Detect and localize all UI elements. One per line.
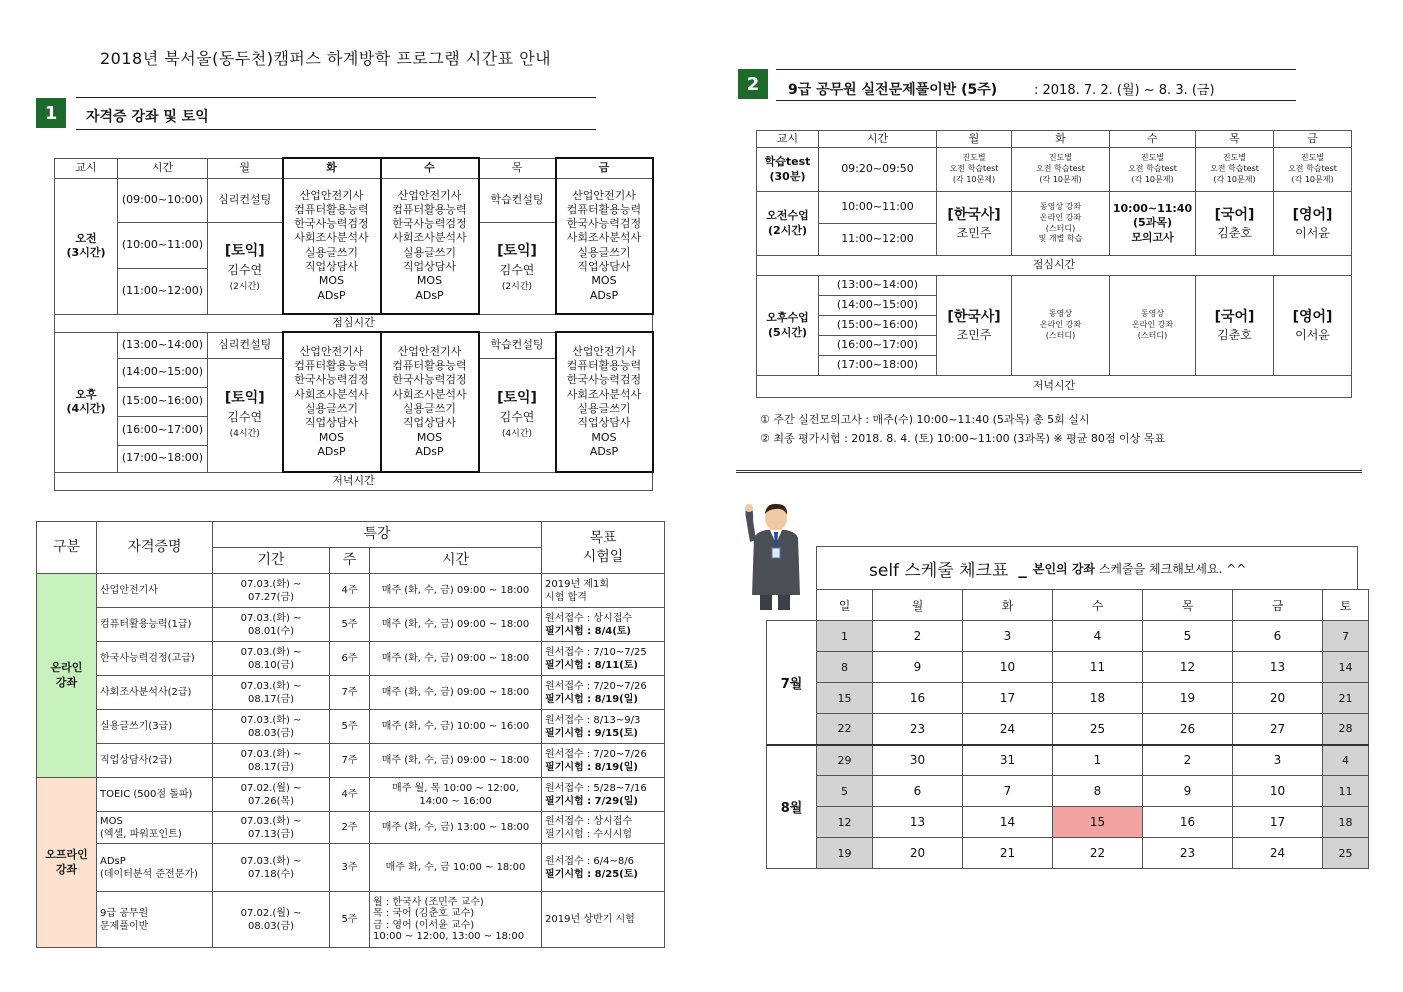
calendar-day[interactable]: 9 [1143,776,1233,807]
offline-category: 오프라인 강좌 [37,778,97,948]
cert-time: 매주 (화, 수, 금) 10:00 ~ 16:00 [370,710,542,744]
time-cell: (14:00~15:00) [118,358,208,387]
cert-time: 매주 화, 수, 금 10:00 ~ 18:00 [370,844,542,892]
cert-time: 매주 (화, 수, 금) 13:00 ~ 18:00 [370,812,542,844]
calendar-day[interactable]: 4 [1323,745,1369,776]
toeic-cell-thu-pm [479,358,556,472]
am-period-label: 오전 (3시간) [55,178,118,314]
note-2: ② 최종 평가시험 : 2018. 8. 4. (토) 10:00~11:00 (3과목) ※ 평균 80점 이상 목표 [760,432,1166,445]
calendar-day[interactable]: 5 [1143,621,1233,652]
time-cell: (09:00~10:00) [118,178,208,222]
pm-class-label: 오후수업 (5시간) [757,276,819,376]
cert-list-fri: 산업안전기사 컴퓨터활용능력 한국사능력검정 사회조사분석사 실용글쓰기 직업상담사 MOS ADsP [556,178,653,314]
time-cell: (14:00~15:00) [819,296,937,316]
teacher-name: 조민주 [956,225,992,240]
english-cell-pm [1274,276,1352,376]
calendar-day[interactable]: 7 [1323,621,1369,652]
target-line-2: 필기시험 : 8/19(일) [545,693,638,705]
toeic-hours: (2시간) [229,282,260,293]
time-cell: (15:00~16:00) [118,387,208,416]
calendar-day[interactable]: 7 [963,776,1053,807]
calendar-day[interactable]: 28 [1323,714,1369,745]
cert-weeks: 6주 [330,642,370,676]
dinner-row: 저녁시간 [757,376,1352,398]
section-2-number: 2 [738,69,768,99]
target-line-1: 원서접수 : 7/10~7/25 [545,646,647,658]
calendar-day[interactable]: 23 [1143,838,1233,869]
cert-list-tue: 산업안전기사 컴퓨터활용능력 한국사능력검정 사회조사분석사 실용글쓰기 직업상담사 MOS ADsP [283,178,381,314]
calendar-week-row [767,621,1369,652]
cert-target [542,676,665,710]
header-cell: 금 [1274,131,1352,148]
header-cell: 교시 [55,158,118,178]
lunch-row: 점심시간 [757,256,1352,276]
calendar-week-row [767,745,1369,776]
cert-weeks: 7주 [330,676,370,710]
cert-name: 사회조사분석사(2급) [97,676,213,710]
header-cert: 자격증명 [97,522,213,574]
korean-cell [1196,192,1274,256]
time-cell: 10:00~11:00 [819,192,937,224]
calendar-day[interactable]: 22 [817,714,873,745]
calendar-week-row [767,683,1369,714]
subject-label: [영어] [1292,206,1333,223]
section-1-number: 1 [36,98,66,128]
header-cell: 월 [937,131,1012,148]
calendar-day[interactable]: 20 [1233,683,1323,714]
calendar-day[interactable]: 21 [963,838,1053,869]
calendar-day[interactable]: 5 [817,776,873,807]
header-period: 기간 [213,548,330,574]
weekday-header: 수 [1053,590,1143,621]
header-cell: 교시 [757,131,819,148]
cert-period: 07.03.(화) ~ 08.01(수) [213,608,330,642]
subject-label: [국어] [1214,206,1255,223]
target-line-1: 원서접수 : 7/20~7/26 [545,748,647,760]
calendar-day[interactable]: 3 [963,621,1053,652]
cert-time: 매주 (화, 수, 금) 09:00 ~ 18:00 [370,574,542,608]
weekday-header: 목 [1143,590,1233,621]
section-2-title: 9급 공무원 실전문제풀이반 (5주) [788,82,998,98]
header-category: 구분 [37,522,97,574]
subtitle-bold: 본인의 강좌 [1032,562,1096,576]
cert-target: 2019년 상반기 시험 [542,892,665,948]
calendar-day[interactable]: 2 [1143,745,1233,776]
cert-period: 07.03.(화) ~ 07.27(금) [213,574,330,608]
target-line-1: 원서접수 : 7/20~7/26 [545,680,647,692]
header-cell: 화 [283,158,381,178]
cert-period: 07.03.(화) ~ 07.13(금) [213,812,330,844]
history-cell [937,192,1012,256]
calendar-day[interactable]: 12 [817,807,873,838]
toeic-teacher: 김수연 [227,410,263,425]
calendar-day[interactable]: 13 [1233,652,1323,683]
calendar-day[interactable]: 1 [817,621,873,652]
toeic-cell-mon [208,222,283,314]
cert-target [542,574,665,608]
cert-name: 직업상담사(2급) [97,744,213,778]
header-special: 특강 [213,522,542,548]
toeic-hours: (4시간) [501,429,533,440]
calendar-day[interactable]: 25 [1053,714,1143,745]
cert-period: 07.03.(화) ~ 08.17(금) [213,676,330,710]
calendar-week-row [767,652,1369,683]
weekday-header: 토 [1323,590,1369,621]
header-cell: 목 [479,158,556,178]
header-cell: 월 [208,158,283,178]
weekday-header: 금 [1233,590,1323,621]
cert-time: 매주 월, 목 10:00 ~ 12:00, 14:00 ~ 16:00 [370,778,542,812]
calendar-day[interactable]: 23 [873,714,963,745]
time-cell: (17:00~18:00) [118,445,208,472]
calendar-day[interactable]: 8 [817,652,873,683]
time-cell: 11:00~12:00 [819,224,937,256]
calendar-day[interactable]: 11 [1053,652,1143,683]
cert-target [542,608,665,642]
section-1-title: 자격증 강좌 및 토익 [86,109,209,125]
video-cell-pm: 동영상 온라인 강좌 (스터디) [1110,276,1196,376]
calendar-day[interactable]: 27 [1233,714,1323,745]
test-cell: 진도별 오전 학습test (각 10문제) [937,148,1012,192]
cert-list-tue-pm: 산업안전기사 컴퓨터활용능력 한국사능력검정 사회조사분석사 실용글쓰기 직업상담사 MOS ADsP [283,332,381,472]
history-cell-pm [937,276,1012,376]
calendar-day[interactable]: 19 [817,838,873,869]
cert-name: 컴퓨터활용능력(1급) [97,608,213,642]
calendar-day[interactable]: 19 [1143,683,1233,714]
am-class-label: 오전수업 (2시간) [757,192,819,256]
calendar-title-dash: _ [1018,558,1027,579]
cert-target [542,812,665,844]
page-title: 2018년 북서울(동두천)캠퍼스 하계방학 프로그램 시간표 안내 [100,49,552,68]
toeic-hours: (4시간) [229,429,260,440]
counsel-cell: 학습컨설팅 [479,332,556,358]
cert-name: 9급 공무원 문제풀이반 [97,892,213,948]
video-cell-pm: 동영상 온라인 강좌 (스터디) [1012,276,1110,376]
calendar-day[interactable]: 14 [963,807,1053,838]
cert-name: ADsP (데이터분석 준전문가) [97,844,213,892]
schedule-table-2 [756,130,1352,398]
test-cell: 진도별 오전 학습test (각 10문제) [1274,148,1352,192]
teacher-name: 이서윤 [1295,327,1330,342]
cert-period: 07.03.(화) ~ 07.18(수) [213,844,330,892]
cert-weeks: 5주 [330,892,370,948]
cert-target [542,710,665,744]
test-cell: 진도별 오전 학습test (각 10문제) [1012,148,1110,192]
target-line-1: 2019년 제1회 [545,578,610,590]
cert-time: 매주 (화, 수, 금) 09:00 ~ 18:00 [370,744,542,778]
target-line-2: 필기시험 : 7/29(일) [545,795,638,807]
calendar-day[interactable]: 9 [873,652,963,683]
cert-period: 07.03.(화) ~ 08.17(금) [213,744,330,778]
header-cell: 화 [1012,131,1110,148]
cert-name: 산업안전기사 [97,574,213,608]
calendar-header [816,546,1358,590]
subject-label: [영어] [1292,308,1333,325]
target-line-1: 원서접수 : 5/28~7/16 [545,782,647,794]
calendar-day[interactable]: 16 [1143,807,1233,838]
title-rule [76,97,596,98]
subtitle-text: 스케줄을 체크해보세요. ^^ [1098,562,1247,576]
section-2-rule-top [776,69,1296,70]
target-line-2: 필기시험 : 9/15(토) [545,727,638,739]
subject-label: [한국사] [947,308,1001,325]
cert-weeks: 3주 [330,844,370,892]
calendar-day[interactable]: 8 [1053,776,1143,807]
korean-cell-pm [1196,276,1274,376]
cert-list-wed-pm: 산업안전기사 컴퓨터활용능력 한국사능력검정 사회조사분석사 실용글쓰기 직업상담사 MOS ADsP [381,332,479,472]
cert-weeks: 7주 [330,744,370,778]
section-2-dates: : 2018. 7. 2. (월) ~ 8. 3. (금) [1034,83,1215,98]
calendar-day[interactable]: 21 [1323,683,1369,714]
test-cell: 진도별 오전 학습test (각 10문제) [1110,148,1196,192]
cert-weeks: 4주 [330,778,370,812]
cert-name: 실용글쓰기(3급) [97,710,213,744]
calendar-day[interactable]: 11 [1323,776,1369,807]
header-cell: 수 [1110,131,1196,148]
calendar-week-row [767,776,1369,807]
calendar-day[interactable]: 10 [963,652,1053,683]
toeic-label: [토익] [497,243,537,260]
weekday-header: 일 [817,590,873,621]
calendar-day[interactable]: 24 [1233,838,1323,869]
calendar-subtitle [1033,560,1246,577]
cert-time: 매주 (화, 수, 금) 09:00 ~ 18:00 [370,676,542,710]
calendar-day[interactable]: 2 [873,621,963,652]
calendar-week-row [767,838,1369,869]
toeic-label: [토익] [224,390,265,407]
toeic-teacher: 김수연 [499,410,535,425]
month-label: 8월 [767,745,817,869]
cert-time: 월 : 한국사 (조민주 교수) 목 : 국어 (김춘호 교수) 금 : 영어 (이서윤 교수) 10:00 ~ 12:00, 13:00 ~ 18:00 [370,892,542,948]
cert-target [542,844,665,892]
calendar-day[interactable]: 1 [1053,745,1143,776]
header-cell: 시간 [819,131,937,148]
target-line-1: 원서접수 : 상시접수 [545,612,633,624]
header-cell: 수 [381,158,479,178]
cert-time: 매주 (화, 수, 금) 09:00 ~ 18:00 [370,608,542,642]
toeic-hours: (2시간) [501,282,533,293]
counsel-cell: 심리컨설팅 [208,178,283,222]
time-cell: (13:00~14:00) [118,332,208,358]
cert-period: 07.03.(화) ~ 08.10(금) [213,642,330,676]
section-2-rule-bottom [776,100,1296,101]
cert-weeks: 4주 [330,574,370,608]
toeic-teacher: 김수연 [499,263,535,278]
target-line-2: 필기시험 : 8/4(토) [545,625,632,637]
calendar-day[interactable]: 14 [1323,652,1369,683]
calendar-day[interactable]: 18 [1323,807,1369,838]
target-line-2: 필기시험 : 수시시험 [545,828,633,840]
calendar-day[interactable]: 29 [817,745,873,776]
teacher-name: 이서윤 [1295,225,1330,240]
calendar-title: self 스케줄 체크표 [869,561,1009,581]
cert-name: 한국사능력검정(고급) [97,642,213,676]
cert-list-fri-pm: 산업안전기사 컴퓨터활용능력 한국사능력검정 사회조사분석사 실용글쓰기 직업상담사 MOS ADsP [556,332,653,472]
header-cell: 목 [1196,131,1274,148]
calendar-week-row [767,807,1369,838]
time-cell: (15:00~16:00) [819,316,937,336]
target-line-1: 원서접수 : 상시접수 [545,815,633,827]
calendar-day[interactable]: 12 [1143,652,1233,683]
target-line-2: 필기시험 : 8/25(토) [545,868,638,880]
target-line-1: 원서접수 : 6/4~8/6 [545,855,634,867]
target-line-1: 원서접수 : 8/13~9/3 [545,714,641,726]
calendar-day[interactable]: 17 [963,683,1053,714]
time-cell: (16:00~17:00) [118,416,208,445]
time-cell: (10:00~11:00) [118,222,208,268]
cert-period: 07.02.(월) ~ 07.26(목) [213,778,330,812]
teacher-name: 김춘호 [1217,327,1252,342]
toeic-label: [토익] [497,390,537,407]
weekday-header: 월 [873,590,963,621]
lunch-row: 점심시간 [55,314,653,332]
teacher-name: 김춘호 [1217,225,1252,240]
calendar-day[interactable]: 30 [873,745,963,776]
calendar-day[interactable]: 6 [873,776,963,807]
target-line-2: 시험 합격 [545,591,587,603]
calendar-day[interactable]: 24 [963,714,1053,745]
target-line-2: 필기시험 : 8/19(일) [545,761,638,773]
calendar-day[interactable]: 13 [873,807,963,838]
header-cell: 시간 [118,158,208,178]
calendar-day[interactable]: 4 [1053,621,1143,652]
subject-label: [한국사] [947,206,1001,223]
cert-course-table [36,521,665,948]
calendar-week-row [767,714,1369,745]
header-time: 시간 [370,548,542,574]
calendar-day[interactable]: 3 [1233,745,1323,776]
cert-period: 07.02.(월) ~ 08.03(금) [213,892,330,948]
cert-weeks: 5주 [330,608,370,642]
calendar-day[interactable]: 25 [1323,838,1369,869]
note-1: ① 주간 실전모의고사 : 매주(수) 10:00~11:40 (5과목) 총 5회 실시 [760,413,1090,426]
toeic-cell-thu [479,222,556,314]
cert-target [542,778,665,812]
cert-weeks: 2주 [330,812,370,844]
subject-label: [국어] [1214,308,1255,325]
cert-target [542,744,665,778]
mock-exam-cell: 10:00~11:40 (5과목) 모의고사 [1110,192,1196,256]
time-cell: (16:00~17:00) [819,336,937,356]
toeic-cell-mon-pm [208,358,283,472]
video-cell: 동영상 강좌 온라인 강좌 (스터디) 및 개별 학습 [1012,192,1110,256]
calendar-day[interactable]: 17 [1233,807,1323,838]
calendar-day[interactable]: 15 [1053,807,1143,838]
cert-name: MOS (엑셀, 파워포인트) [97,812,213,844]
online-category: 온라인 강좌 [37,574,97,778]
cert-list-wed: 산업안전기사 컴퓨터활용능력 한국사능력검정 사회조사분석사 실용글쓰기 직업상담사 MOS ADsP [381,178,479,314]
calendar-day[interactable]: 22 [1053,838,1143,869]
header-target: 목표 시험일 [542,522,665,574]
calendar-day[interactable]: 18 [1053,683,1143,714]
calendar-day[interactable]: 26 [1143,714,1233,745]
cert-time: 매주 (화, 수, 금) 09:00 ~ 18:00 [370,642,542,676]
cert-name: TOEIC (500점 돌파) [97,778,213,812]
time-cell: (13:00~14:00) [819,276,937,296]
calendar-corner [767,590,817,621]
toeic-label: [토익] [224,243,265,260]
cert-period: 07.03.(화) ~ 08.03(금) [213,710,330,744]
calendar-day[interactable]: 6 [1233,621,1323,652]
test-label: 학습test (30분) [757,148,819,192]
schedule-table-1 [54,157,654,491]
header-cell: 금 [556,158,653,178]
calendar-day[interactable]: 15 [817,683,873,714]
english-cell [1274,192,1352,256]
time-cell: (11:00~12:00) [118,268,208,314]
target-line-2: 필기시험 : 8/11(토) [545,659,638,671]
schedule-calendar [766,589,1369,869]
section-divider [736,470,1362,473]
counsel-cell: 학습컨설팅 [479,178,556,222]
calendar-day[interactable]: 16 [873,683,963,714]
month-label: 7월 [767,621,817,745]
pm-period-label: 오후 (4시간) [55,332,118,472]
dinner-row: 저녁시간 [55,472,653,490]
teacher-name: 조민주 [956,327,992,342]
calendar-day[interactable]: 10 [1233,776,1323,807]
cert-target [542,642,665,676]
test-cell: 진도별 오전 학습test (각 10문제) [1196,148,1274,192]
calendar-day[interactable]: 31 [963,745,1053,776]
cert-weeks: 5주 [330,710,370,744]
time-cell: (17:00~18:00) [819,356,937,376]
section-1-rule [76,129,596,130]
header-week: 주 [330,548,370,574]
counsel-cell: 심리컨설팅 [208,332,283,358]
calendar-body [767,621,1369,869]
weekday-header: 화 [963,590,1053,621]
time-cell: 09:20~09:50 [819,148,937,192]
calendar-day[interactable]: 20 [873,838,963,869]
toeic-teacher: 김수연 [227,263,263,278]
